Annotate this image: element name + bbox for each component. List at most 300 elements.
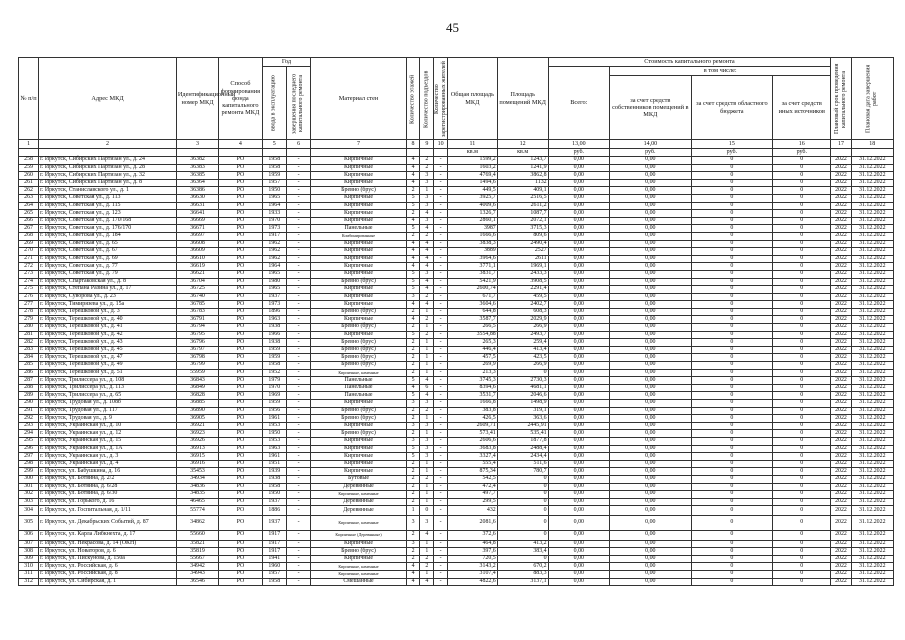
table-cell: 0: [773, 225, 831, 233]
table-cell: 0,00: [610, 531, 692, 541]
table-cell: 2022: [831, 263, 851, 271]
header-num: № п/п: [19, 58, 39, 140]
table-cell: г. Иркутск, Терешковой ул., д. 41: [39, 324, 177, 332]
table-cell: 0: [691, 308, 773, 316]
table-cell: -: [434, 407, 448, 415]
table-cell: 276: [19, 293, 39, 301]
table-cell: 0: [773, 548, 831, 556]
column-number: 7: [311, 140, 406, 149]
table-cell: г. Иркутск, Тимирязева ул., д. 15а: [39, 301, 177, 309]
table-row: [19, 270, 894, 278]
table-cell: 2: [420, 316, 434, 324]
table-cell: 3889: [447, 248, 497, 256]
table-cell: -: [434, 210, 448, 218]
table-cell: 0,00: [548, 316, 609, 324]
table-cell: 311: [19, 571, 39, 579]
table-cell: 0,00: [610, 468, 692, 476]
table-cell: -: [434, 232, 448, 240]
table-cell: 1886: [262, 506, 286, 516]
table-cell: 555,4: [447, 460, 497, 468]
table-cell: 1938: [262, 324, 286, 332]
table-cell: 2493,7: [497, 331, 548, 339]
column-number: 3: [176, 140, 218, 149]
table-cell: -: [434, 179, 448, 187]
table-cell: Кирпичные: [311, 453, 406, 461]
table-cell: 0,00: [548, 548, 609, 556]
table-cell: 2: [406, 483, 420, 491]
table-cell: 0,00: [610, 422, 692, 430]
table-cell: 0: [691, 301, 773, 309]
table-cell: 269: [19, 240, 39, 248]
table-cell: 0: [691, 392, 773, 400]
table-cell: -: [434, 240, 448, 248]
table-cell: 3327,4: [447, 453, 497, 461]
table-cell: 2022: [831, 240, 851, 248]
table-cell: 31.12.2022: [851, 453, 893, 461]
table-cell: 2022: [831, 179, 851, 187]
table-cell: 0: [691, 563, 773, 571]
table-cell: 2: [420, 331, 434, 339]
table-cell: 2: [420, 164, 434, 172]
table-cell: 1917: [262, 548, 286, 556]
table-cell: 0: [773, 331, 831, 339]
table-cell: 449,5: [447, 187, 497, 195]
table-cell: 0: [691, 316, 773, 324]
table-cell: -: [286, 339, 310, 347]
table-cell: -: [434, 445, 448, 453]
table-cell: 2: [420, 407, 434, 415]
table-cell: г. Иркутск, Сибирских Партизан ул., д. 8: [39, 179, 177, 187]
table-cell: 0,00: [548, 157, 609, 165]
table-cell: 2022: [831, 392, 851, 400]
table-cell: 1: [420, 571, 434, 579]
header-other: за счет средств иных источников: [773, 76, 831, 140]
table-cell: -: [286, 172, 310, 180]
table-cell: 0: [691, 255, 773, 263]
table-cell: -: [286, 316, 310, 324]
table-cell: 0: [773, 308, 831, 316]
table-cell: 3: [420, 270, 434, 278]
table-cell: -: [286, 555, 310, 563]
table-cell: 2611,2: [497, 202, 548, 210]
table-cell: 0: [773, 415, 831, 423]
table-row: [19, 331, 894, 339]
table-cell: 31.12.2022: [851, 232, 893, 240]
table-cell: 3: [420, 217, 434, 225]
table-cell: 2: [420, 555, 434, 563]
table-cell: -: [434, 217, 448, 225]
table-cell: 312: [19, 578, 39, 586]
table-cell: 286: [19, 369, 39, 377]
table-cell: 31.12.2022: [851, 578, 893, 586]
column-number: 13,00: [548, 140, 609, 149]
table-cell: 31.12.2022: [851, 210, 893, 218]
table-cell: 2291,4: [497, 286, 548, 294]
table-cell: 0,00: [610, 217, 692, 225]
table-cell: 0,00: [548, 415, 609, 423]
table-cell: 299: [19, 468, 39, 476]
table-cell: 0,00: [610, 392, 692, 400]
table-cell: 2022: [831, 453, 851, 461]
table-cell: 644,8: [447, 308, 497, 316]
table-cell: 1938: [262, 339, 286, 347]
table-cell: 0,00: [548, 339, 609, 347]
table-cell: -: [434, 331, 448, 339]
table-cell: 34942: [176, 563, 218, 571]
table-cell: Кирпичные: [311, 248, 406, 256]
table-cell: 292: [19, 415, 39, 423]
table-cell: 2: [406, 415, 420, 423]
table-cell: 1917: [262, 531, 286, 541]
table-cell: г. Иркутск, Советская ул., д. 176/170: [39, 225, 177, 233]
table-row: [19, 339, 894, 347]
table-cell: РО: [219, 324, 262, 332]
table-cell: 0: [773, 217, 831, 225]
table-cell: 36828: [176, 392, 218, 400]
column-numbers-row: [19, 140, 894, 149]
table-cell: 0,00: [610, 571, 692, 579]
table-cell: -: [434, 377, 448, 385]
table-cell: 2434,4: [497, 453, 548, 461]
table-cell: 0: [773, 540, 831, 548]
table-cell: 1973: [262, 301, 286, 309]
table-cell: Кирпичные: [311, 194, 406, 202]
table-cell: 0: [691, 384, 773, 392]
table-cell: -: [286, 164, 310, 172]
table-cell: -: [434, 316, 448, 324]
table-cell: 31.12.2022: [851, 164, 893, 172]
table-cell: 1958: [262, 362, 286, 370]
table-cell: 31.12.2022: [851, 240, 893, 248]
table-cell: -: [286, 210, 310, 218]
table-cell: 1326,7: [447, 210, 497, 218]
table-cell: 1969,1: [497, 263, 548, 271]
table-row: [19, 316, 894, 324]
table-cell: РО: [219, 555, 262, 563]
table-cell: 5: [406, 392, 420, 400]
table-cell: 0: [773, 531, 831, 541]
table-cell: 472,4: [447, 483, 497, 491]
table-cell: 0: [691, 179, 773, 187]
table-cell: 3: [420, 422, 434, 430]
table-cell: 0,00: [610, 331, 692, 339]
table-cell: 1937: [262, 498, 286, 506]
table-cell: 0: [691, 240, 773, 248]
table-cell: -: [434, 194, 448, 202]
table-cell: 35819: [176, 548, 218, 556]
table-cell: 2022: [831, 531, 851, 541]
table-cell: 0: [773, 563, 831, 571]
table-row: [19, 445, 894, 453]
table-cell: РО: [219, 515, 262, 530]
table-cell: 1132: [497, 179, 548, 187]
table-cell: 31.12.2022: [851, 430, 893, 438]
table-cell: Кирпичные: [311, 240, 406, 248]
table-cell: 31.12.2022: [851, 384, 893, 392]
table-cell: Бревно (брус): [311, 308, 406, 316]
table-cell: 0,00: [548, 346, 609, 354]
table-row: [19, 578, 894, 586]
table-cell: 0,00: [548, 187, 609, 195]
table-cell: 0: [773, 293, 831, 301]
table-cell: -: [286, 286, 310, 294]
table-cell: 5: [406, 194, 420, 202]
table-cell: 1: [420, 498, 434, 506]
table-cell: 426,5: [447, 415, 497, 423]
table-cell: 0,00: [610, 172, 692, 180]
table-cell: РО: [219, 232, 262, 240]
table-cell: 296: [19, 445, 39, 453]
table-cell: 0: [773, 270, 831, 278]
table-cell: 0,00: [548, 172, 609, 180]
table-cell: -: [434, 362, 448, 370]
table-row: [19, 555, 894, 563]
table-cell: 3: [420, 515, 434, 530]
table-cell: РО: [219, 540, 262, 548]
table-cell: 1: [420, 346, 434, 354]
table-cell: 497,7: [447, 491, 497, 499]
table-cell: Кирпичные: [311, 172, 406, 180]
table-cell: РО: [219, 157, 262, 165]
table-cell: 2: [406, 555, 420, 563]
table-cell: 2022: [831, 210, 851, 218]
table-cell: г. Иркутск, Терешковой ул., д. 47: [39, 354, 177, 362]
table-cell: 0: [691, 324, 773, 332]
table-cell: 0,00: [610, 384, 692, 392]
table-cell: -: [434, 548, 448, 556]
table-cell: 0,00: [548, 407, 609, 415]
table-cell: РО: [219, 293, 262, 301]
table-cell: 2730,3: [497, 377, 548, 385]
table-cell: 2: [406, 548, 420, 556]
table-cell: 0: [691, 491, 773, 499]
table-cell: -: [434, 392, 448, 400]
table-cell: 0,00: [548, 217, 609, 225]
table-cell: Кирпичные: [311, 286, 406, 294]
table-cell: 3: [420, 445, 434, 453]
table-cell: 0: [497, 531, 548, 541]
table-row: [19, 437, 894, 445]
table-cell: 0,00: [548, 202, 609, 210]
column-number: 6: [286, 140, 310, 149]
table-cell: 0,00: [548, 392, 609, 400]
table-cell: 0,00: [548, 422, 609, 430]
table-cell: 1970: [262, 217, 286, 225]
table-cell: Бревно (брус): [311, 354, 406, 362]
table-cell: 1599,2: [447, 157, 497, 165]
table-cell: г. Иркутск, Советская ул., д. 69: [39, 255, 177, 263]
table-cell: -: [286, 422, 310, 430]
table-cell: 1962: [262, 240, 286, 248]
table-cell: 213,3: [447, 369, 497, 377]
table-row: [19, 468, 894, 476]
table-cell: 36783: [176, 308, 218, 316]
table-row: [19, 515, 894, 530]
table-cell: 1498,9: [497, 400, 548, 408]
table-row: [19, 491, 894, 499]
table-cell: 0: [691, 293, 773, 301]
table-cell: 36916: [176, 460, 218, 468]
table-cell: 2: [406, 498, 420, 506]
table-cell: РО: [219, 422, 262, 430]
table-cell: Комбинированные: [311, 232, 406, 240]
header-floors: Количество этажей: [406, 58, 420, 140]
table-cell: 1973: [262, 225, 286, 233]
table-cell: 2022: [831, 308, 851, 316]
header-cost: Стоимость капитального ремонта: [548, 58, 831, 67]
table-cell: 36921: [176, 422, 218, 430]
header-address: Адрес МКД: [39, 58, 177, 140]
table-cell: 36890: [176, 407, 218, 415]
table-cell: Бревно (брус): [311, 346, 406, 354]
table-cell: 0: [497, 498, 548, 506]
table-cell: 31.12.2022: [851, 475, 893, 483]
table-cell: 0: [773, 240, 831, 248]
table-cell: 1917: [262, 540, 286, 548]
table-cell: г. Иркутск, Трудовая ул., д. 108б: [39, 400, 177, 408]
table-cell: 31.12.2022: [851, 400, 893, 408]
table-cell: 2022: [831, 339, 851, 347]
table-cell: 0,00: [548, 453, 609, 461]
table-cell: 4: [420, 286, 434, 294]
table-cell: 1: [420, 491, 434, 499]
table-cell: -: [286, 369, 310, 377]
table-cell: -: [434, 430, 448, 438]
table-cell: 2: [406, 324, 420, 332]
table-cell: 1952: [262, 369, 286, 377]
table-cell: 0: [497, 515, 548, 530]
table-cell: 0,00: [610, 498, 692, 506]
table-cell: 31.12.2022: [851, 263, 893, 271]
table-cell: 3831,7: [447, 270, 497, 278]
table-cell: 2022: [831, 483, 851, 491]
table-cell: -: [286, 179, 310, 187]
table-cell: 413,4: [497, 346, 548, 354]
table-cell: 305: [19, 515, 39, 530]
table-row: [19, 422, 894, 430]
table-cell: 1241,9: [497, 164, 548, 172]
table-cell: 2022: [831, 362, 851, 370]
table-cell: 31.12.2022: [851, 354, 893, 362]
table-cell: 511,6: [497, 460, 548, 468]
table-row: [19, 400, 894, 408]
table-cell: Кирпичные, каменные: [311, 563, 406, 571]
table-cell: 4: [420, 248, 434, 256]
table-cell: 1957: [262, 179, 286, 187]
table-row: [19, 415, 894, 423]
table-row: [19, 179, 894, 187]
unit-cell: [406, 149, 420, 157]
table-cell: г. Иркутск, ул. Сибирская, д. 1: [39, 578, 177, 586]
table-cell: Бревно (брус): [311, 407, 406, 415]
table-cell: 573,41: [447, 430, 497, 438]
table-cell: -: [434, 468, 448, 476]
table-cell: 1963: [262, 316, 286, 324]
table-cell: 4: [406, 164, 420, 172]
header-method: Способ формирования фонда капитального ремонта МКД: [219, 58, 262, 140]
table-cell: 4: [406, 157, 420, 165]
table-cell: 36795: [176, 331, 218, 339]
table-cell: 0: [691, 430, 773, 438]
table-cell: 1: [420, 548, 434, 556]
table-cell: РО: [219, 445, 262, 453]
table-cell: г. Иркутск, Терешковой ул., д. 40: [39, 316, 177, 324]
unit-cell: [434, 149, 448, 157]
table-cell: г. Иркутск, Станиславского ул., д. 1: [39, 187, 177, 195]
table-cell: 2: [406, 232, 420, 240]
table-cell: г. Иркутск, Терешковой ул., д. 42: [39, 331, 177, 339]
table-cell: 36796: [176, 339, 218, 347]
table-cell: 0: [773, 491, 831, 499]
table-cell: 0: [773, 286, 831, 294]
table-cell: 0: [773, 437, 831, 445]
table-cell: 0,00: [610, 286, 692, 294]
table-cell: 4: [406, 578, 420, 586]
table-cell: 2: [420, 293, 434, 301]
table-cell: РО: [219, 286, 262, 294]
table-cell: г. Иркутск, Украинская ул., д. 15: [39, 437, 177, 445]
table-cell: 0,00: [610, 179, 692, 187]
table-cell: 1965: [262, 286, 286, 294]
table-row: [19, 240, 894, 248]
table-cell: 55667: [176, 555, 218, 563]
table-row: [19, 172, 894, 180]
table-cell: -: [434, 157, 448, 165]
table-cell: 0,00: [610, 445, 692, 453]
table-cell: 3862,8: [497, 172, 548, 180]
table-cell: -: [286, 571, 310, 579]
table-cell: 266,9: [497, 362, 548, 370]
table-cell: 0: [497, 491, 548, 499]
table-cell: 0: [497, 475, 548, 483]
table-cell: 0: [691, 407, 773, 415]
table-cell: 2022: [831, 316, 851, 324]
table-cell: 1933: [262, 210, 286, 218]
table-cell: 2: [406, 475, 420, 483]
table-cell: -: [434, 354, 448, 362]
table-cell: 308: [19, 548, 39, 556]
table-cell: 0,00: [610, 400, 692, 408]
table-cell: -: [434, 384, 448, 392]
table-cell: 36797: [176, 346, 218, 354]
table-cell: Кирпичные: [311, 217, 406, 225]
column-number: 14,00: [610, 140, 692, 149]
table-cell: 2022: [831, 293, 851, 301]
table-cell: г. Иркутск, Советская ул., д. 123: [39, 210, 177, 218]
table-cell: 2022: [831, 445, 851, 453]
table-cell: 304: [19, 506, 39, 516]
table-cell: РО: [219, 578, 262, 586]
table-cell: 1953: [262, 422, 286, 430]
table-cell: РО: [219, 270, 262, 278]
table-cell: 0: [691, 331, 773, 339]
table-row: [19, 202, 894, 210]
table-row: [19, 293, 894, 301]
table-cell: 0,00: [548, 430, 609, 438]
table-cell: Кирпичные: [311, 331, 406, 339]
table-cell: 0,00: [548, 194, 609, 202]
table-cell: 0,00: [548, 377, 609, 385]
table-cell: 0,00: [548, 293, 609, 301]
table-cell: Кирпичные: [311, 445, 406, 453]
table-cell: 2: [420, 232, 434, 240]
table-cell: 272: [19, 263, 39, 271]
table-cell: 0,00: [610, 453, 692, 461]
table-cell: 4: [420, 210, 434, 218]
table-cell: 0: [773, 384, 831, 392]
table-row: [19, 506, 894, 516]
table-cell: 5: [406, 202, 420, 210]
